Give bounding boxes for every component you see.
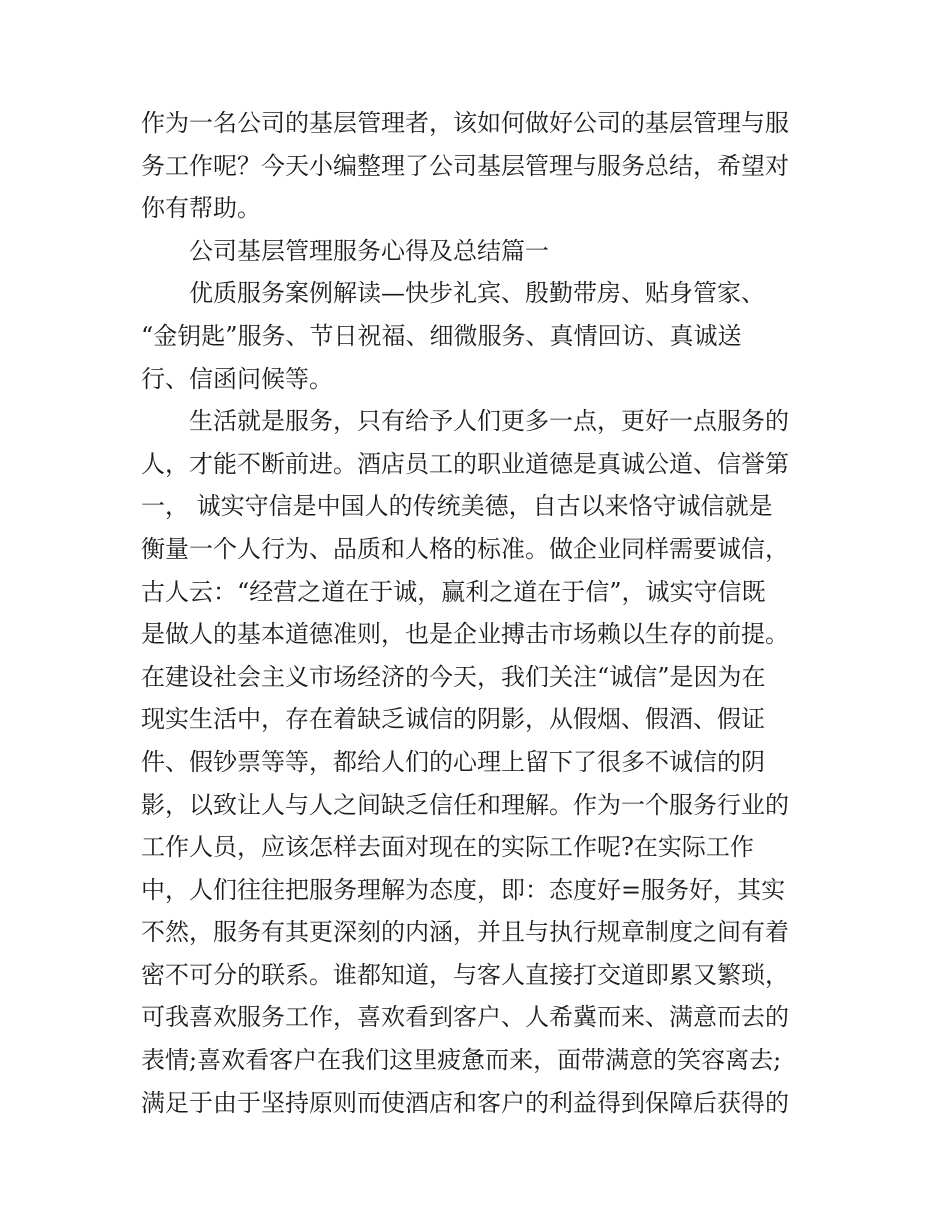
text-line: 影，以致让人与人之间缺乏信任和理解。作为一个服务行业的 (141, 790, 789, 819)
text-line: 表情;喜欢看客户在我们这里疲惫而来，面带满意的笑容离去; (141, 1046, 782, 1075)
text-line: 作为一名公司的基层管理者，该如何做好公司的基层管理与服 (141, 109, 789, 137)
text-line: 务工作呢？今天小编整理了公司基层管理与服务总结，希望对 (141, 151, 789, 180)
text-line: 衡量一个人行为、品质和人格的标准。做企业同样需要诚信， (141, 534, 789, 563)
text-line: 是做人的基本道德准则，也是企业搏击市场赖以生存的前提。 (141, 620, 789, 649)
text-line: 件、假钞票等等，都给人们的心理上留下了很多不诚信的阴 (141, 747, 765, 776)
text-line: 密不可分的联系。谁都知道，与客人直接打交道即累又繁琐， (141, 960, 789, 989)
text-line: 一， 诚实守信是中国人的传统美德，自古以来恪守诚信就是 (141, 492, 773, 521)
text-line: 人，才能不断前进。酒店员工的职业道德是真诚公道、信誉第 (141, 449, 789, 478)
text-line: 行、信函问候等。 (141, 364, 333, 393)
text-line: 不然，服务有其更深刻的内涵，并且与执行规章制度之间有着 (141, 918, 789, 947)
text-line: “金钥匙”服务、节日祝福、细微服务、真情回访、真诚送 (141, 321, 742, 350)
document-body (141, 102, 813, 1124)
section-heading: 公司基层管理服务心得及总结篇一 (189, 236, 549, 265)
text-line: 生活就是服务，只有给予人们更多一点，更好一点服务的 (189, 407, 789, 436)
text-line: 工作人员，应该怎样去面对现在的实际工作呢?在实际工作 (141, 833, 754, 862)
text-line: 中，人们往往把服务理解为态度，即：态度好=服务好，其实 (141, 875, 786, 904)
text-line: 可我喜欢服务工作，喜欢看到客户、人希冀而来、满意而去的 (141, 1003, 789, 1032)
text-line: 在建设社会主义市场经济的今天，我们关注“诚信”是因为在 (141, 662, 766, 691)
text-line: 优质服务案例解读—快步礼宾、殷勤带房、贴身管家、 (189, 279, 765, 308)
text-line: 古人云：“经营之道在于诚，赢利之道在于信”，诚实守信既 (141, 577, 766, 606)
text-line: 你有帮助。 (141, 194, 261, 223)
text-line: 满足于由于坚持原则而使酒店和客户的利益得到保障后获得的 (141, 1088, 789, 1117)
text-line: 现实生活中，存在着缺乏诚信的阴影，从假烟、假酒、假证 (141, 705, 765, 734)
